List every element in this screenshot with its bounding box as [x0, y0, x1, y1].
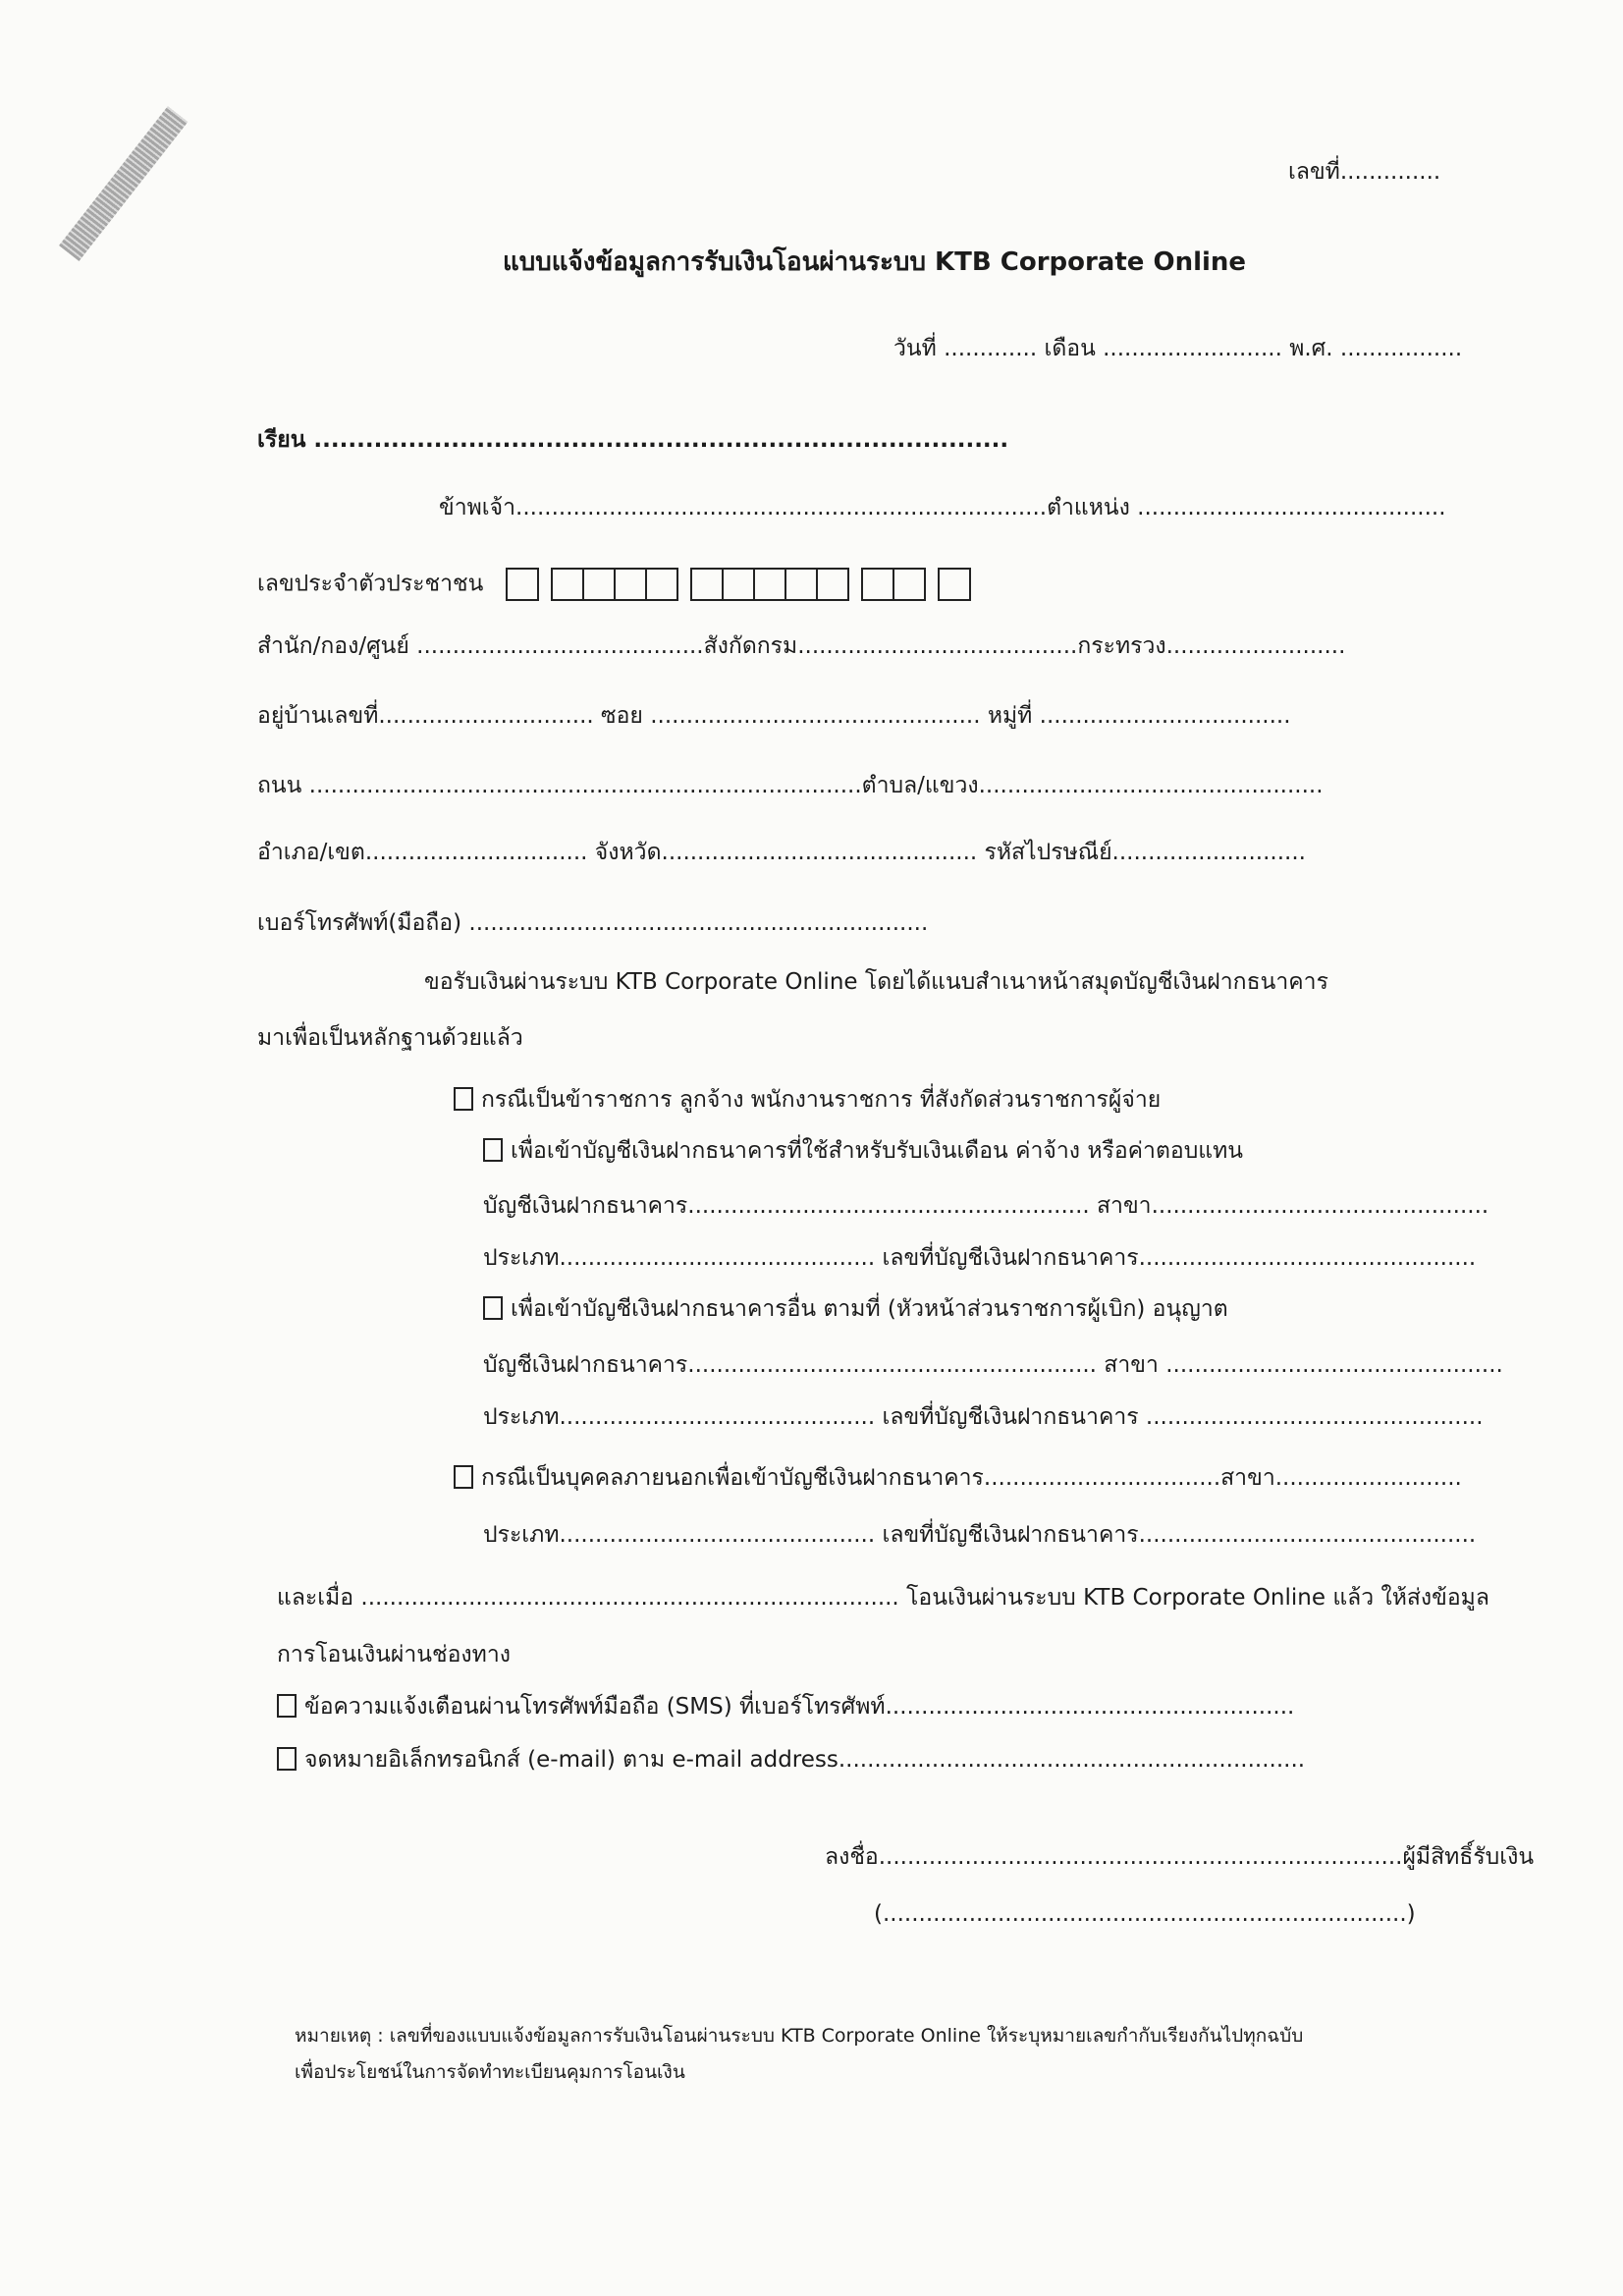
option-other-account — [483, 1294, 1228, 1324]
form-title: แบบแจ้งข้อมูลการรับเงินโอนผ่านระบบ KTB Corporate Online — [503, 247, 1247, 277]
type-line-c: ประเภท............................................ เลขที่บัญชีเงินฝากธนาคาร............................................... — [483, 1522, 1477, 1548]
office-line: สำนัก/กอง/ศูนย์ ........................................สังกัดกรม.......................................กระทรวง......................... — [257, 633, 1346, 659]
signature-line: ลงชื่อ.........................................................................ผู้มีสิทธิ์รับเงิน — [825, 1844, 1535, 1870]
address-line: อยู่บ้านเลขที่.............................. ซอย .............................................. หมู่ที่ ................................... — [257, 703, 1291, 729]
phone-line: เบอร์โทรศัพท์(มือถือ) ................................................................ — [257, 910, 929, 936]
when-line: และเมื่อ ........................................................................... โอนเงินผ่านระบบ KTB Corporate Online แล้ว ให้ส่งข้อมูล — [277, 1585, 1489, 1611]
option-email-label: จดหมายอิเล็กทรอนิกส์ (e-mail) ตาม e-mail address................................................................. — [304, 1747, 1306, 1773]
option-sms-label: ข้อความแจ้งเตือนผ่านโทรศัพท์มือถือ (SMS) ที่เบอร์โทรศัพท์......................................................... — [304, 1694, 1295, 1720]
sms-checkbox[interactable] — [277, 1694, 297, 1718]
option-email — [277, 1745, 1305, 1775]
date-line: วันที่ ............. เดือน ......................... พ.ศ. ................. — [893, 336, 1463, 361]
option-outside-label: กรณีเป็นบุคคลภายนอกเพื่อเข้าบัญชีเงินฝากธนาคาร.................................สาขา.......................... — [481, 1465, 1462, 1491]
district-line: อำเภอ/เขต............................... จังหวัด............................................ รหัสไปรษณีย์........................... — [257, 840, 1306, 865]
option-government-label: กรณีเป็นข้าราชการ ลูกจ้าง พนักงานราชการ ที่สังกัดส่วนราชการผู้จ่าย — [481, 1087, 1162, 1113]
road-line: ถนน .............................................................................ตำบล/แขวง................................................ — [257, 773, 1324, 798]
option-salary-account — [483, 1136, 1243, 1166]
option-sms — [277, 1692, 1294, 1722]
signature-name-line: (.........................................................................) — [874, 1901, 1416, 1927]
type-line-b: ประเภท............................................ เลขที่บัญชีเงินฝากธนาคาร ............................................... — [483, 1404, 1484, 1430]
citizen-id-label: เลขประจำตัวประชาชน — [257, 571, 484, 597]
note-line-2: เพื่อประโยชน์ในการจัดทำทะเบียนคุมการโอนเงิน — [295, 2061, 685, 2083]
option-other-label: เพื่อเข้าบัญชีเงินฝากธนาคารอื่น ตามที่ (หัวหน้าส่วนราชการผู้เบิก) อนุญาต — [511, 1296, 1228, 1322]
outside-person-checkbox[interactable] — [454, 1465, 473, 1489]
other-account-checkbox[interactable] — [483, 1296, 503, 1320]
type-line-a: ประเภท............................................ เลขที่บัญชีเงินฝากธนาคาร............................................... — [483, 1245, 1477, 1271]
request-line-1: ขอรับเงินผ่านระบบ KTB Corporate Online โดยได้แนบสำเนาหน้าสมุดบัญชีเงินฝากธนาคาร — [424, 969, 1328, 995]
bank-line-a: บัญชีเงินฝากธนาคาร........................................................ สาขา............................................... — [483, 1193, 1489, 1219]
note-line-1: หมายเหตุ : เลขที่ของแบบแจ้งข้อมูลการรับเงินโอนผ่านระบบ KTB Corporate Online ให้ระบุหมายเลขกำกับเรียงกันไปทุกฉบับ — [295, 2025, 1304, 2047]
option-government — [454, 1085, 1161, 1115]
to-line: เรียน ................................................................................. — [257, 427, 1009, 453]
bank-line-b: บัญชีเงินฝากธนาคาร......................................................... สาขา ............................................... — [483, 1352, 1503, 1378]
option-salary-label: เพื่อเข้าบัญชีเงินฝากธนาคารที่ใช้สำหรับรับเงินเดือน ค่าจ้าง หรือค่าตอบแทน — [511, 1138, 1244, 1164]
option-outside-person — [454, 1463, 1462, 1493]
citizen-id-boxes[interactable] — [506, 572, 969, 597]
email-checkbox[interactable] — [277, 1747, 297, 1771]
name-position-line: ข้าพเจ้า..........................................................................ตำแหน่ง ........................................... — [439, 495, 1446, 520]
scan-artifact — [59, 106, 188, 261]
channel-line: การโอนเงินผ่านช่องทาง — [277, 1642, 511, 1667]
salary-account-checkbox[interactable] — [483, 1138, 503, 1162]
request-line-2: มาเพื่อเป็นหลักฐานด้วยแล้ว — [257, 1025, 523, 1051]
citizen-id-row — [257, 568, 969, 601]
document-number: เลขที่.............. — [1288, 159, 1441, 185]
government-checkbox[interactable] — [454, 1087, 473, 1111]
